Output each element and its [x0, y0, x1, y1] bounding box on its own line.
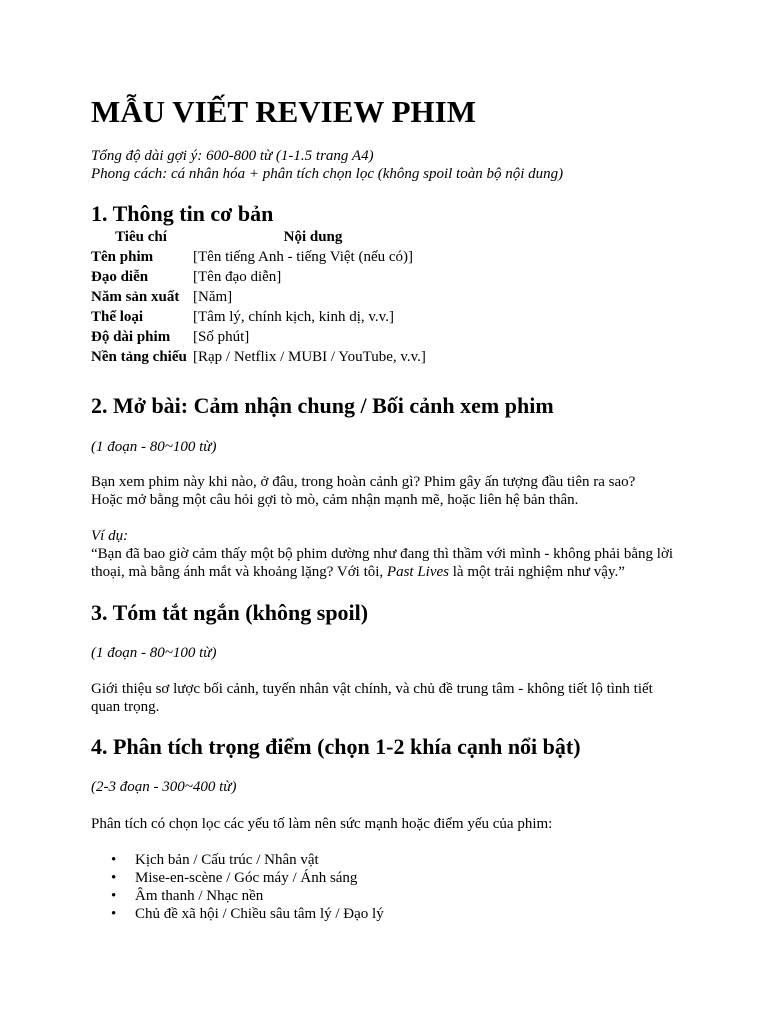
list-item — [111, 905, 384, 923]
column-header-content: Nội dung — [283, 229, 343, 245]
criteria-cell: Tên phim — [91, 249, 154, 265]
list-item-text: Âm thanh / Nhạc nền — [135, 888, 264, 904]
criteria-cell: Thể loại — [91, 309, 144, 325]
content-cell: [Số phút] — [193, 329, 250, 345]
example-quote-line — [91, 563, 691, 581]
section-3-body-line: Giới thiệu sơ lược bối cảnh, tuyến nhân vật chính, và chủ đề trung tâm - không tiết lộ tình tiết — [91, 681, 653, 697]
column-header-criteria: Tiêu chí — [115, 229, 167, 245]
example-quote-line: “Bạn đã bao giờ cảm thấy một bộ phim dường như đang thì thầm với mình - không phải bằng lời — [91, 546, 674, 562]
list-item — [111, 851, 384, 869]
list-item — [111, 869, 384, 887]
section-3-heading: 3. Tóm tắt ngắn (không spoil) — [91, 600, 369, 625]
criteria-cell: Năm sản xuất — [91, 289, 180, 305]
section-4-note: (2-3 đoạn - 300~400 từ) — [91, 779, 237, 795]
section-1-heading: 1. Thông tin cơ bản — [91, 201, 274, 226]
list-item — [111, 887, 384, 905]
bullet-icon: • — [111, 852, 117, 868]
example-label: Ví dụ: — [91, 528, 129, 544]
section-2-body-line: Bạn xem phim này khi nào, ở đâu, trong hoàn cảnh gì? Phim gây ấn tượng đầu tiên ra sao? — [91, 474, 636, 490]
section-3-note: (1 đoạn - 80~100 từ) — [91, 645, 217, 661]
criteria-cell: Nền tảng chiếu — [91, 349, 187, 365]
content-cell: [Rạp / Netflix / MUBI / YouTube, v.v.] — [193, 349, 426, 365]
criteria-cell: Độ dài phim — [91, 329, 171, 345]
table-row — [91, 288, 435, 308]
section-2-body-line: Hoặc mở bằng một câu hỏi gợi tò mò, cảm nhận mạnh mẽ, hoặc liên hệ bản thân. — [91, 492, 579, 508]
section-3-body — [91, 680, 691, 716]
content-cell: [Tên tiếng Anh - tiếng Việt (nếu có)] — [193, 249, 414, 265]
bullet-icon: • — [111, 870, 117, 886]
section-4-intro: Phân tích có chọn lọc các yếu tố làm nên sức mạnh hoặc điểm yếu của phim: — [91, 816, 553, 832]
table-row — [91, 328, 435, 348]
section-3-body-line: quan trọng. — [91, 699, 160, 715]
content-cell: [Tâm lý, chính kịch, kinh dị, v.v.] — [193, 309, 394, 325]
section-2-heading: 2. Mở bài: Cảm nhận chung / Bối cảnh xem phim — [91, 393, 554, 418]
meta-style: Phong cách: cá nhân hóa + phân tích chọn lọc (không spoil toàn bộ nội dung) — [91, 166, 564, 182]
example-quote-text: thoại, mà bằng ánh mắt và khoảng lặng? Với tôi, — [91, 564, 387, 580]
example-quote — [91, 545, 691, 581]
list-item-text: Kịch bản / Cấu trúc / Nhân vật — [135, 852, 319, 868]
analysis-aspects-list — [91, 851, 384, 923]
criteria-cell: Đạo diễn — [91, 269, 149, 285]
table-row — [91, 308, 435, 328]
list-item-text: Mise-en-scène / Góc máy / Ánh sáng — [135, 870, 358, 886]
meta-notes — [91, 147, 563, 183]
table-row — [91, 248, 435, 268]
list-item-text: Chủ đề xã hội / Chiều sâu tâm lý / Đạo lý — [135, 906, 384, 922]
bullet-icon: • — [111, 906, 117, 922]
content-cell: [Tên đạo diễn] — [193, 269, 282, 285]
content-cell: [Năm] — [193, 289, 233, 305]
film-title: Past Lives — [386, 564, 450, 580]
section-2-body — [91, 473, 691, 509]
table-row — [91, 268, 435, 288]
example-quote-text: là một trải nghiệm như vậy.” — [449, 564, 625, 580]
section-2-note: (1 đoạn - 80~100 từ) — [91, 439, 217, 455]
table-header-row — [91, 228, 435, 248]
table-row — [91, 348, 435, 368]
document-title: MẪU VIẾT REVIEW PHIM — [91, 94, 476, 129]
section-4-heading: 4. Phân tích trọng điểm (chọn 1-2 khía cạnh nổi bật) — [91, 734, 581, 759]
basic-info-table — [91, 228, 435, 368]
bullet-icon: • — [111, 888, 117, 904]
meta-length: Tổng độ dài gợi ý: 600-800 từ (1-1.5 trang A4) — [91, 148, 374, 164]
